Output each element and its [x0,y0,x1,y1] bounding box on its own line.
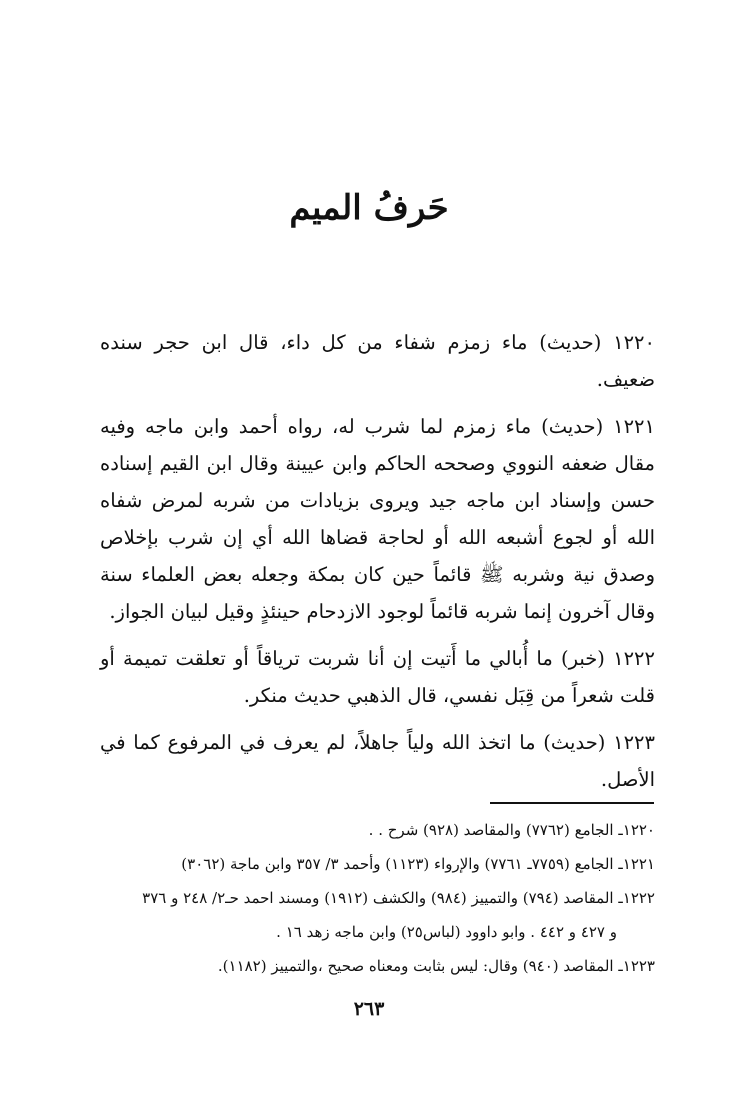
entry-1220 [100,324,655,398]
entry-text: (حديث) ماء زمزم لما شرب له، رواه أحمد وابن ماجه وفيه مقال ضعفه النووي وصححه الحاكم وابن عيينة وقال ابن القيم إسناده حسن وإسناد ابن ماجه جيد ويروى بزيادات من شربه لمرض شفاه الله أو لجوع أشبعه الله أو لحاجة قضاها الله أي إن شرب بإخلاص وصدق نية وشربه ﷺ قائماً حين كان بمكة وجعله بعض العلماء سنة وقال آخرون إنما شربه قائماً لوجود الازدحام حينئذٍ وقيل لبيان الجواز. [100,415,655,623]
footnote-1222-continued: و ٤٢٧ و ٤٤٢ . وابو داوود (لباس٢٥) وابن ماجه زهد ١٦ . [276,923,617,941]
footnote-1220: ١٢٢٠ـ الجامع (٧٧٦٢) والمقاصد (٩٢٨) شرح . . [368,821,655,839]
footnote-1222: ١٢٢٢ـ المقاصد (٧٩٤) والتمييز (٩٨٤) والكشف (١٩١٢) ومسند احمد حـ٢/ ٢٤٨ و ٣٧٦ [142,889,655,907]
main-text [100,324,655,808]
chapter-title: حَرفُ الميم [289,188,449,228]
footnote-1221: ١٢٢١ـ الجامع (٧٧٥٩ـ ٧٧٦١) والإرواء (١١٢٣) وأحمد ٣/ ٣٥٧ وابن ماجة (٣٠٦٢) [181,855,655,873]
entry-number: ١٢٢٣ [613,731,656,754]
footnotes [100,815,655,985]
entry-number: ١٢٢٠ [613,331,655,354]
footnote-divider [490,802,654,804]
entry-number: ١٢٢١ [613,415,655,438]
footnote-1223: ١٢٢٣ـ المقاصد (٩٤٠) وقال: ليس بثابت ومعناه صحيح ،والتمييز (١١٨٢). [217,957,655,975]
entry-text: (خبر) ما أُبالي ما أَتيت إن أنا شربت ترياقاً أو تعلقت تميمة أو قلت شعراً من قِبَل نفسي، قال الذهبي حديث منكر. [100,647,655,707]
entry-1222 [100,640,655,714]
entry-1223 [100,724,655,798]
entry-text: (حديث) ماء زمزم شفاء من كل داء، قال ابن حجر سنده ضعيف. [100,331,655,391]
page-number: ٢٦٣ [353,998,385,1020]
entry-1221 [100,408,655,630]
entry-number: ١٢٢٢ [613,647,656,670]
entry-text: (حديث) ما اتخذ الله ولياً جاهلاً، لم يعرف في المرفوع كما في الأصل. [100,731,655,791]
